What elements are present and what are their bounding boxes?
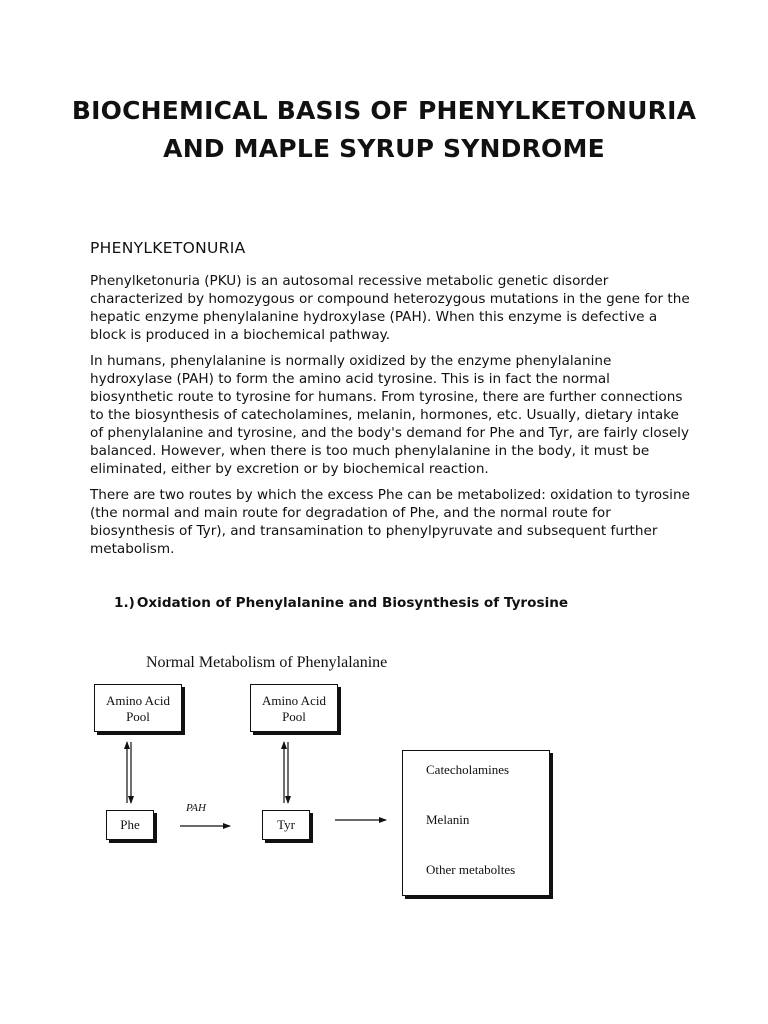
pah-enzyme-label: PAH — [186, 802, 206, 814]
metabolite-melanin: Melanin — [426, 812, 470, 827]
page-title: BIOCHEMICAL BASIS OF PHENYLKETONURIA AND MAPLE SYRUP SYNDROME — [71, 96, 697, 163]
section-heading: PHENYLKETONURIA — [90, 239, 246, 257]
pool-label-line1: Amino Acid — [262, 693, 326, 708]
metabolite-other: Other metaboltes — [426, 862, 516, 877]
subheading-oxidation — [114, 595, 568, 611]
paragraph-phenylalanine-oxidation: In humans, phenylalanine is normally oxidized by the enzyme phenylalanine hydroxylase (PAH) to form the amino acid tyrosine. This is in fact the normal biosynthetic route to tyrosine for humans. From tyrosine, there are further connections to the biosynthesis of catecholamines, melanin, hormones, etc. Usually, dietary intake of phenylalanine and tyrosine, and the body's demand for Phe and Tyr, are fairly closely balanced. However, when there is too much phenylalanine in the body, it must be eliminated, either by excretion or by biochemical reaction. — [90, 353, 689, 477]
pool-label-line2: Pool — [126, 709, 150, 724]
paragraph-pku-definition: Phenylketonuria (PKU) is an autosomal recessive metabolic genetic disorder characterized by homozygous or compound heterozygous mutations in the gene for the hepatic enzyme phenylalanine hydroxylase (PAH). When this enzyme is defective a block is produced in a biochemical pathway. — [90, 273, 690, 343]
metabolism-diagram — [90, 650, 570, 910]
tyr-box: Tyr — [262, 810, 310, 840]
metabolite-catecholamines: Catecholamines — [426, 762, 510, 777]
diagram-title: Normal Metabolism of Phenylalanine — [146, 654, 388, 671]
subheading-number: 1.) — [114, 595, 135, 611]
metabolites-box — [402, 750, 550, 896]
subheading-text: Oxidation of Phenylalanine and Biosynthesis of Tyrosine — [136, 595, 569, 611]
pool-label-line2: Pool — [282, 709, 306, 724]
paragraph-metabolic-routes: There are two routes by which the excess Phe can be metabolized: oxidation to tyrosine (the normal and main route for degradation of Phe, and the normal route for biosynthesis of Tyr), and transamination to phenylpyruvate and subsequent further metabolism. — [90, 487, 690, 557]
phe-box: Phe — [106, 810, 154, 840]
amino-acid-pool-box-2 — [250, 684, 338, 732]
amino-acid-pool-box-1 — [94, 684, 182, 732]
pool-label-line1: Amino Acid — [106, 693, 170, 708]
